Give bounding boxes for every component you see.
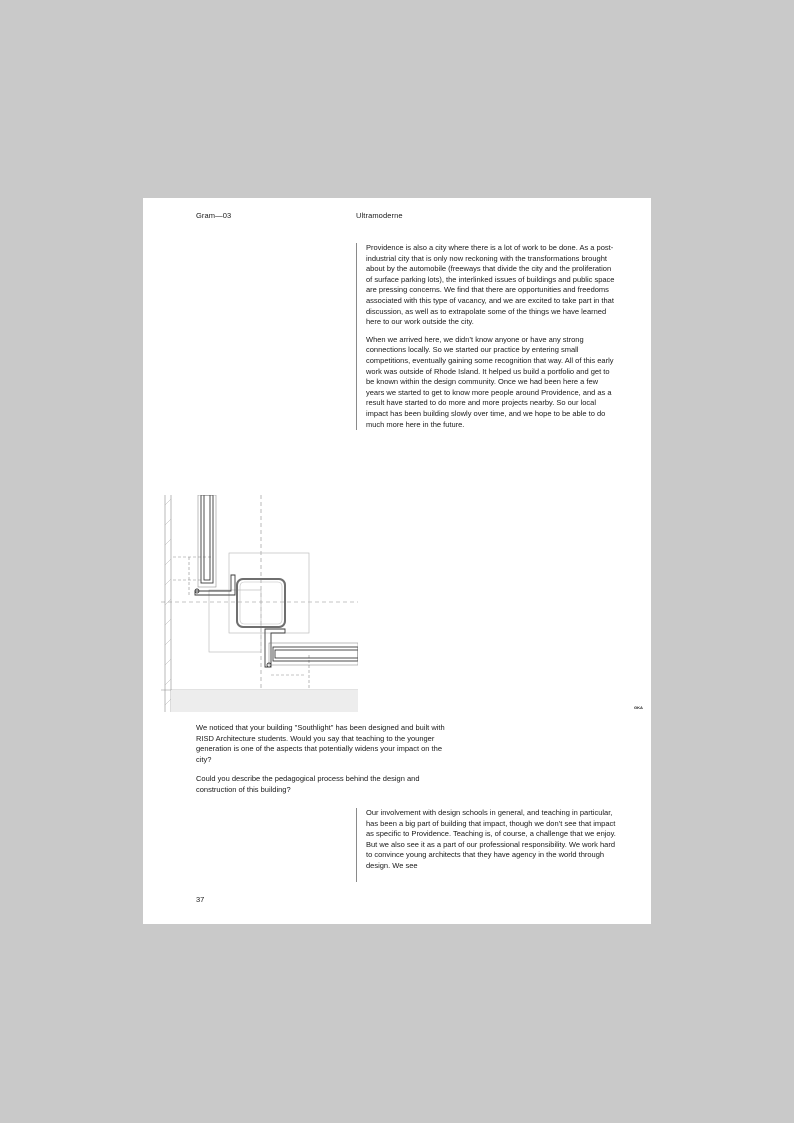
- page: [143, 198, 651, 924]
- running-header-left: Gram—03: [196, 211, 232, 220]
- question-paragraph: Could you describe the pedagogical process behind the design and construction of this building?: [196, 774, 420, 794]
- answer-block-2: [356, 808, 618, 882]
- image-credit: GKA: [634, 705, 643, 710]
- question-block: [196, 723, 446, 805]
- answer-paragraph: Providence is also a city where there is a lot of work to be done. As a post-industrial city that is only now reckoning with the transformations brought about by the automobile (freeways that divide the city and the proliferation of surface parking lots), the interlinked issues of buildings and public space are pressing concerns. We find that there are opportunities and freedoms associated with this type of vacancy, and we are excited to take part in that discussion, as well as to extrapolate some of the things we have learned here to our work outside the city.: [366, 243, 615, 327]
- question-paragraph: We noticed that your building "Southlight" has been designed and built with RISD Architecture students. Would you say that teaching to the younger generation is one of the aspects that potentially widens your impact on the city?: [196, 723, 445, 764]
- answer-paragraph: Our involvement with design schools in general, and teaching in particular, has been a big part of building that impact, though we don’t see that impact as specific to Providence. Teaching is, of course, a challenge that we enjoy. But we also see it as a part of our professional responsibility. We work hard to convince young architects that they have agency in the world through design. We see: [366, 808, 616, 870]
- corner-detail-drawing: [161, 495, 358, 712]
- page-number: 37: [196, 895, 205, 904]
- answer-paragraph: When we arrived here, we didn’t know anyone or have any strong connections locally. So we started our practice by entering small competitions, eventually gaining some recognition that way. All of this early work was outside of Rhode Island. It helped us build a portfolio and get to be known within the design community. Once we had been here a few years we started to get to know more people around Providence, and as a result have started to do more and more projects nearby. So our local impact has been building slowly over time, and we hope to be able to do much more here in the future.: [366, 334, 614, 429]
- running-header-title: Ultramoderne: [356, 211, 403, 220]
- answer-block-1: [356, 243, 618, 430]
